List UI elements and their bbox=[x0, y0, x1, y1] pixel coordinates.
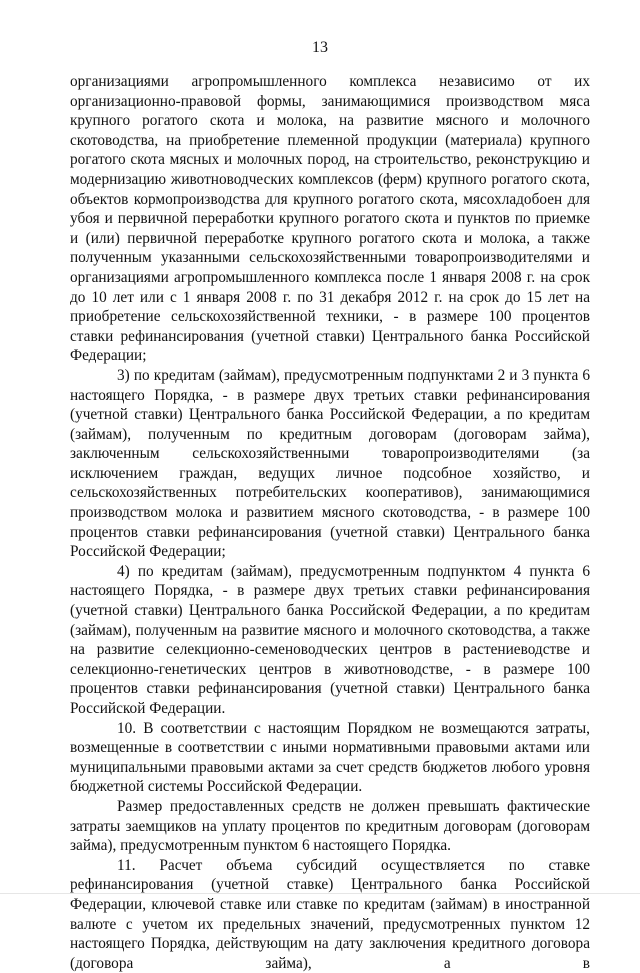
paragraph-funds-limit: Размер предоставленных средств не должен превышать фактические затраты заемщиков на уплату процентов по кредитным договорам (договорам займа), предусмотренным пунктом 6 настоящего Порядка. bbox=[70, 797, 590, 855]
paragraph-subitem-3: 3) по кредитам (займам), предусмотренным подпунктами 2 и 3 пункта 6 настоящего Порядка, - в размере двух третьих ставки рефинансирования (учетной ставки) Центрального банка Российской Федерации, а по кредитам (займам), полученным по кредитным договорам (договорам займа), заключенным сельскохозяйственными товаропроизводителями (за исключением граждан, ведущих личное подсобное хозяйство, и сельскохозяйственных потребительских кооперативов), занимающимися производством молока и развитием мясного скотоводства, - в размере 100 процентов ставки рефинансирования (учетной ставки) Центрального банка Российской Федерации; bbox=[70, 366, 590, 561]
paragraph-item-11: 11. Расчет объема субсидий осуществляется по ставке рефинансирования (учетной ставке) Центрального банка Российской Федерации, ключевой ставке или ставке по кредитам (займам) в иностранной валюте с учетом их предельных значений, предусмотренных пунктом 12 настоящего Порядка, действующим на дату заключения кредитного договора (договора займа), а в bbox=[70, 856, 590, 972]
paragraph-continuation: организациями агропромышленного комплекса независимо от их организационно-правовой формы, занимающимися производством мяса крупного рогатого скота и молока, на развитие мясного и молочного скотоводства, на приобретение племенной продукции (материала) крупного рогатого скота мясных и молочных пород, на строительство, реконструкцию и модернизацию животноводческих комплексов (ферм) крупного рогатого скота, объектов кормопроизводства для крупного рогатого скота, мясохладобоен для убоя и первичной переработки крупного рогатого скота и пунктов по приемке и (или) первичной переработке крупного рогатого скота и молока, а также полученным указанными сельскохозяйственными товаропроизводителями и организациями агропромышленного комплекса после 1 января 2008 г. на срок до 10 лет или с 1 января 2008 г. по 31 декабря 2012 г. на срок до 15 лет на приобретение сельскохозяйственной техники, - в размере 100 процентов ставки рефинансирования (учетной ставки) Центрального банка Российской Федерации; bbox=[70, 73, 590, 365]
page-bottom-edge bbox=[0, 893, 640, 894]
paragraph-subitem-4: 4) по кредитам (займам), предусмотренным подпунктом 4 пункта 6 настоящего Порядка, - в размере двух третьих ставки рефинансирования (учетной ставки) Центрального банка Российской Федерации, а по кредитам (займам), полученным на развитие мясного и молочного скотоводства, а также на развитие селекционно-семеноводческих центров в растениеводстве и селекционно-генетических центров в животноводстве, - в размере 100 процентов ставки рефинансирования (учетной ставки) Центрального банка Российской Федерации. bbox=[70, 562, 590, 717]
page-number: 13 bbox=[312, 39, 328, 56]
document-body bbox=[70, 72, 590, 973]
paragraph-item-10: 10. В соответствии с настоящим Порядком не возмещаются затраты, возмещенные в соответствии с иными нормативными правовыми актами или муниципальными правовыми актами за счет средств бюджетов любого уровня бюджетной системы Российской Федерации. bbox=[70, 719, 590, 796]
